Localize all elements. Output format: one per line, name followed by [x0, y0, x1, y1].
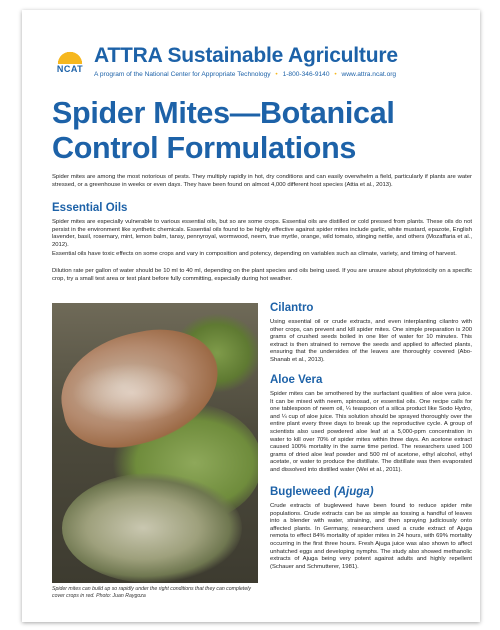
title-line-1: Spider Mites—Botanical [52, 96, 395, 130]
tagline [94, 71, 396, 78]
bugleweed-heading-italic: (Ajuga) [333, 486, 374, 498]
document-page [22, 10, 480, 622]
brand-sub: Sustainable Agriculture [167, 44, 398, 67]
tagline-program: A program of the National Center for Appropriate Technology [94, 71, 271, 78]
spider-mite-photo [52, 303, 258, 583]
page-title [52, 96, 472, 166]
essential-oils-paragraph-3: Dilution rate per gallon of water should be 10 ml to 40 ml, depending on the plant species and oils being used. If you are unsure about phytotoxicity on a specific crop, try a small test area or test plant before fully committing, especially during hot weather. [52, 268, 472, 282]
essential-oils-paragraph-1: Spider mites are especially vulnerable to various essential oils, but so are some crops. Essential oils are distilled or cold pressed from plants. These oils do not persist in the environment like synthetic chemicals. Essential oils found to be highly effective against spider mites include garlic, white mustard, epazote, English lavender, basil, rosemary, mint, lemon balm, tansy, pennyroyal, wormwood, neem, true myrtle, orange, wild tomato, stinging nettle, and others (Mozaffaria et al., 2012). [52, 219, 472, 248]
photo-caption: Spider mites can build up so rapidly under the right conditions that they can completely cover crops in red. Photo: Juan Raygoza [52, 586, 251, 599]
tagline-url: www.attra.ncat.org [341, 71, 397, 78]
heading-cilantro: Cilantro [270, 302, 314, 314]
title-line-2: Control Formulations [52, 131, 357, 165]
heading-essential-oils: Essential Oils [52, 202, 128, 214]
intro-paragraph: Spider mites are among the most notorious of pests. They multiply rapidly in hot, dry conditions and can easily overwhelm a field, particularly if plants are water stressed, or a greenhouse in weeks or even days. They have been found on almost 4,000 different host species (Attia et al., 2013). [52, 174, 472, 188]
heading-bugleweed [270, 486, 374, 498]
brand-main: ATTRA [94, 44, 162, 67]
aloe-vera-paragraph: Spider mites can be smothered by the surfactant qualities of aloe vera juice. It can be mixed with neem, spinosad, or essential oils. One recipe calls for one tablespoon of neem oil, ¼ teaspoon of a silica product like Sodo Hydro, and ¼ cup of aloe juice. This solution should be sprayed thoroughly over the entire plant every three days to break up the reproductive cycle. A group of scientists also used powdered aloe leaf at a 5,000-ppm concentration in water to kill over 70% of spider mites within three days. An acetone extract caused 100% mortality in the same time period. The researchers used 100 grams of dried aloe leaf powder and 500 ml of acetone, ethyl alcohol, ethyl acetate, or water to produce the distillate. The distillate was then evaporated and dissolved into distilled water (Wei et al., 2011). [270, 391, 472, 473]
logo-text: NCAT [56, 64, 84, 74]
bugleweed-paragraph: Crude extracts of bugleweed have been found to reduce spider mite populations. Crude extracts can be as simple as tossing a handful of leaves into a blender with water, straining, and then spraying judiciously onto affected plants. In Germany, researchers used a crude extract of Ajuga remota to effect 84% mortality of spider mites in 24 hours, with 69% mortality occurring in the first three hours. Fresh Ajuga juice was also shown to affect unhatched eggs and developing nymphs. The study also showed methanolic extracts of Ajuga being very potent against adults and highly repellent (Schauer and Schmutterer, 1981). [270, 503, 472, 570]
tagline-separator: • [334, 71, 337, 78]
tagline-phone: 1-800-346-9140 [282, 71, 330, 78]
tagline-separator: • [275, 71, 278, 78]
heading-aloe-vera: Aloe Vera [270, 374, 323, 386]
bugleweed-heading-text: Bugleweed [270, 486, 331, 498]
cilantro-paragraph: Using essential oil or crude extracts, and even interplanting cilantro with other crops, can prevent and kill spider mites. One simple preparation is 200 grams of crushed seeds boiled in one liter of water for 10 minutes. This extract is then strained to remove the seeds and applied to affected plants, ensuring that the undersides of the leaves are thoroughly covered (Abo-Shanab et al., 2013). [270, 319, 472, 363]
sun-icon [55, 48, 85, 64]
ncat-logo [52, 48, 88, 74]
essential-oils-paragraph-2: Essential oils have toxic effects on some crops and vary in composition and potency, depending on variables such as climate, variety, and timing of harvest. [52, 251, 457, 257]
brand-title [94, 44, 398, 68]
